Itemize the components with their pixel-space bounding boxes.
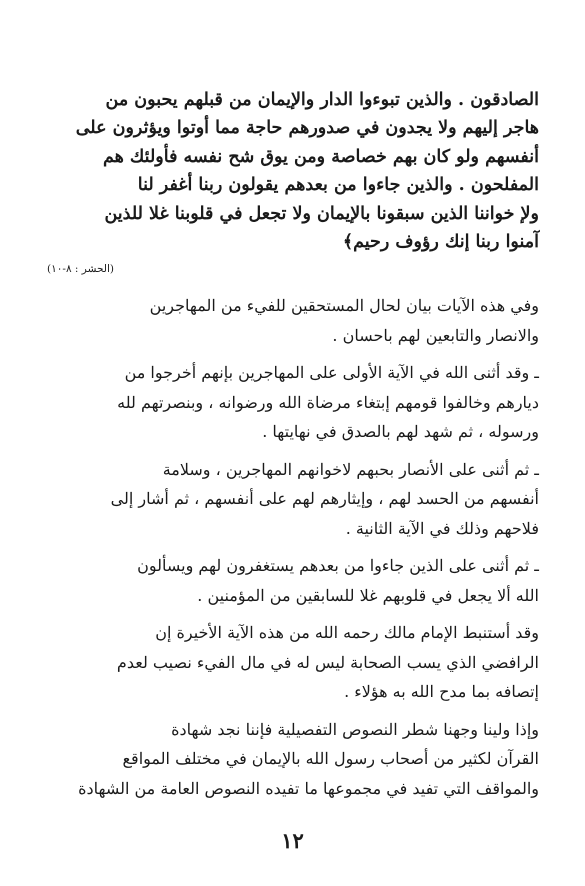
verse-line: آمنوا ربنا إنك رؤوف رحيم﴾ [342,232,539,253]
paragraph [47,618,539,707]
paragraph-line: وقد أستنبط الإمام مالك رحمه الله من هذه الآية الأخيرة إن [155,623,539,643]
paragraph-line: ورسوله ، ثم شهد لهم بالصدق في نهايتها . [262,422,539,442]
paragraph [47,358,539,447]
paragraph-line: وإذا ولينا وجهنا شطر النصوص التفصيلية فإننا نجد شهادة [171,719,539,739]
verse-line: أنفسهم ولو كان بهم خصاصة ومن يوق شح نفسه فأولئك هم [102,146,539,167]
paragraph-line: القرآن لكثير من أصحاب رسول الله بالإيمان في مختلف المواقع [122,749,539,769]
verse-line: هاجر إليهم ولا يجدون في صدورهم حاجة مما أوتوا ويؤثرون على [75,118,539,139]
verse-line: المفلحون . والذين جاءوا من بعدهم يقولون ربنا أغفر لنا [137,175,539,196]
paragraph-line: ـ ثم أثنى على الأنصار بحبهم لاخوانهم المهاجرين ، وسلامة [162,459,539,479]
paragraph-line: وفي هذه الآيات بيان لحال المستحقين للفيء من المهاجرين [149,296,539,316]
paragraph-line: الله ألا يجعل في قلوبهم غلا للسابقين من المؤمنين . [197,585,539,605]
paragraph-line: ديارهم وخالفوا قومهم إبتغاء مرضاة الله ورضوانه ، وبنصرتهم لله [117,392,539,412]
paragraph-line: والانصار والتابعين لهم باحسان . [332,325,539,345]
page-number: ١٢ [281,828,304,853]
paragraph-line: الرافضي الذي يسب الصحابة ليس له في مال الفيء نصيب لعدم [116,652,539,672]
paragraph-line: إتصافه بما مدح الله به هؤلاء . [344,682,539,702]
paragraph [47,455,539,544]
paragraph-line: فلاحهم وذلك في الآية الثانية . [345,518,539,538]
paragraph-line: ـ وقد أثنى الله في الآية الأولى على المهاجرين بإنهم أخرجوا من [124,363,539,383]
verse-citation: (الحشر : ٨-١٠) [47,263,114,276]
quran-verse [47,86,539,256]
paragraph [47,551,539,610]
paragraph-line: أنفسهم من الحسد لهم ، وإيثارهم لهم على أنفسهم ، ثم أشار إلى [110,489,539,509]
verse-line: ولإ خواننا الذين سبقونا بالإيمان ولا تجعل في قلوبنا غلا للذين [104,203,539,224]
paragraph [47,291,539,350]
verse-line: الصادقون . والذين تبوءوا الدار والإيمان من قبلهم يحبون من [105,90,539,110]
paragraph [47,715,539,804]
body-text [47,291,539,803]
paragraph-line: ـ ثم أثنى على الذين جاءوا من بعدهم يستغفرون لهم ويسألون [137,556,539,576]
paragraph-line: والمواقف التي تفيد في مجموعها ما تفيده النصوص العامة من الشهادة [78,778,539,798]
